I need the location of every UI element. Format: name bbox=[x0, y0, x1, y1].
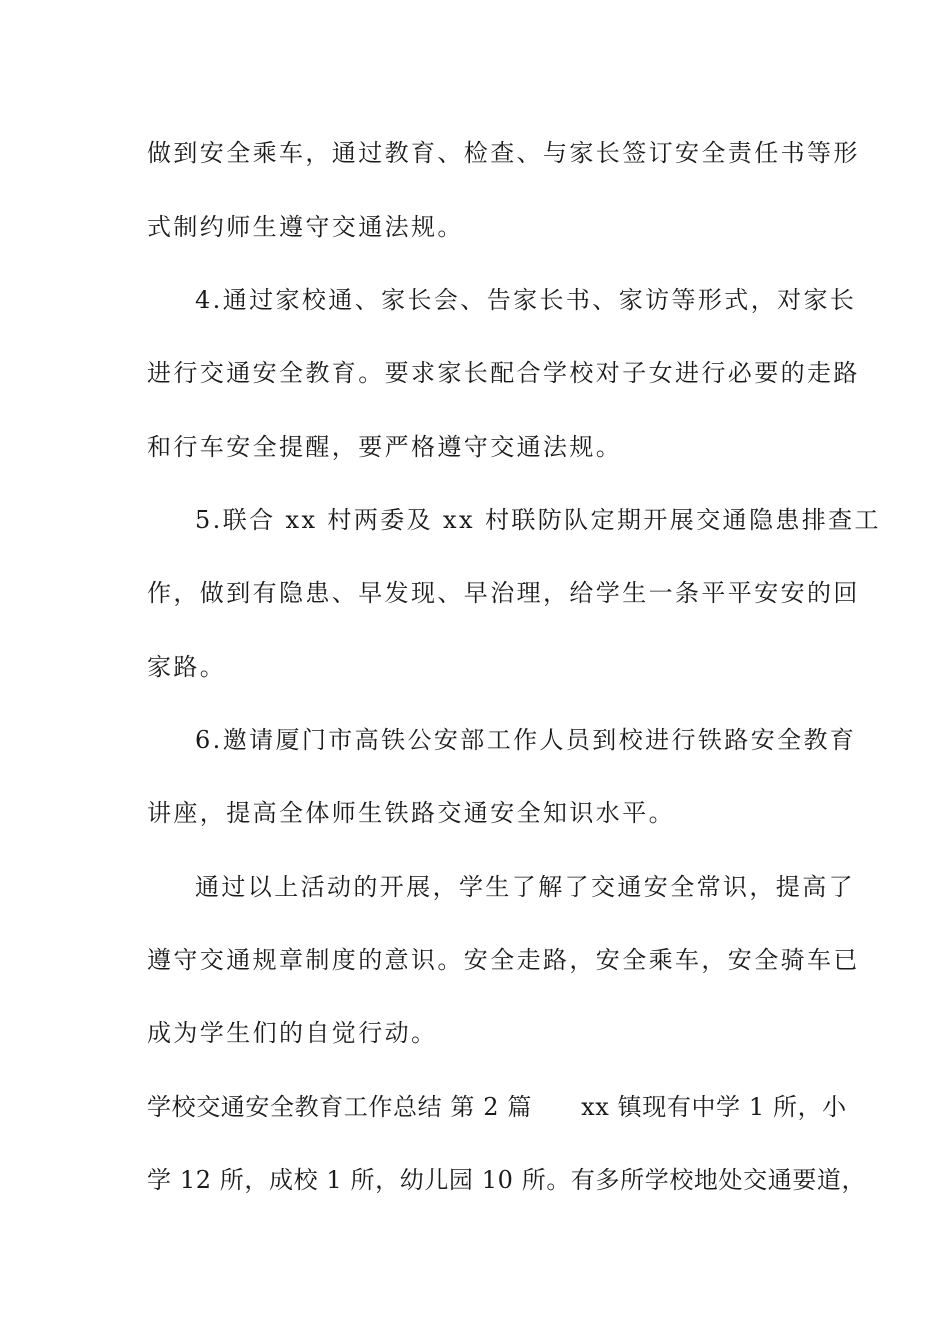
paragraph-line: 作，做到有隐患、早发现、早治理，给学生一条平平安安的回 bbox=[147, 579, 860, 607]
paragraph-line: 遵守交通规章制度的意识。安全走路，安全乘车，安全骑车已 bbox=[147, 946, 860, 974]
list-item-5-line: 5.联合 xx 村两委及 xx 村联防队定期开展交通隐患排查工 bbox=[195, 506, 881, 534]
list-item-6-line: 6.邀请厦门市高铁公安部工作人员到校进行铁路安全教育 bbox=[195, 726, 857, 754]
list-item-4-line: 4.通过家校通、家长会、告家长书、家访等形式，对家长 bbox=[195, 286, 857, 314]
paragraph-line: 和行车安全提醒，要严格遵守交通法规。 bbox=[147, 433, 623, 461]
paragraph-line: 进行交通安全教育。要求家长配合学校对子女进行必要的走路 bbox=[147, 359, 860, 387]
section-title-line: 学校交通安全教育工作总结 第 2 篇 xx 镇现有中学 1 所，小 bbox=[147, 1093, 847, 1121]
paragraph-line: 做到安全乘车，通过教育、检查、与家长签订安全责任书等形 bbox=[147, 139, 860, 167]
paragraph-line: 讲座，提高全体师生铁路交通安全知识水平。 bbox=[147, 799, 675, 827]
paragraph-line: 学 12 所，成校 1 所，幼儿园 10 所。有多所学校地处交通要道， bbox=[147, 1166, 867, 1194]
summary-paragraph-line: 通过以上活动的开展，学生了解了交通安全常识，提高了 bbox=[195, 873, 855, 901]
paragraph-line: 成为学生们的自觉行动。 bbox=[147, 1019, 438, 1047]
paragraph-line: 式制约师生遵守交通法规。 bbox=[147, 213, 464, 241]
paragraph-line: 家路。 bbox=[147, 653, 227, 681]
